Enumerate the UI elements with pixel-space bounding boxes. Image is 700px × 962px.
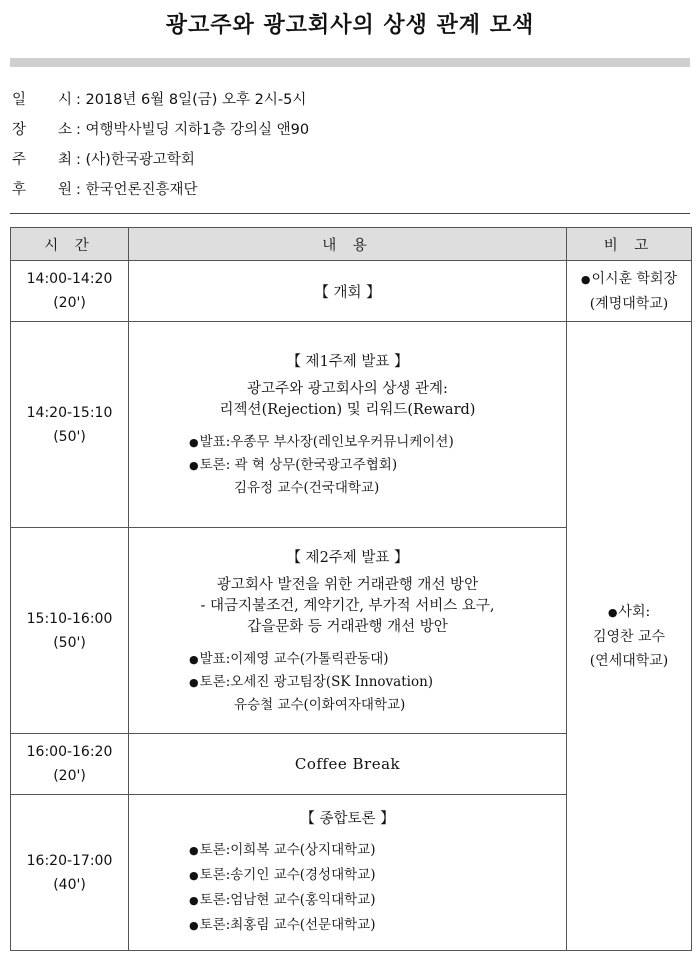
content-cell [129,795,567,951]
bullet-icon: ● [189,869,199,882]
note-cell [567,261,692,322]
info-value: : 여행박사빌딩 지하1층 강의실 앤90 [76,122,310,138]
note-line [567,267,691,292]
bullet-icon: ● [189,459,199,472]
page-title: 광고주와 광고회사의 상생 관계 모색 [165,13,535,38]
schedule-table [10,227,692,951]
header-content: 내 용 [129,228,567,261]
list-item [189,913,566,938]
list-item [189,671,566,694]
info-divider [10,213,690,214]
participant-list [129,431,566,499]
info-key: 원 [58,182,73,198]
participant-text: 발표:우종무 부사장(레인보우커뮤니케이션) [199,434,454,450]
time-duration: (20') [53,768,86,784]
list-item [189,454,566,477]
participant-text: 토론:송기인 교수(경성대학교) [199,867,376,883]
time-range: 14:00-14:20 [26,271,113,287]
participant-text: 토론: 곽 혁 상무(한국광고주협회) [199,457,398,473]
info-value: : 한국언론진흥재단 [76,182,198,198]
time-cell [11,261,129,322]
topic-line: 리젝션(Rejection) 및 리워드(Reward) [219,402,476,418]
time-cell [11,795,129,951]
note-text: 이시훈 학회장 [591,270,678,287]
bullet-icon: ● [189,919,199,932]
bullet-icon: ● [189,436,199,449]
participant-text: 김유정 교수(건국대학교) [234,480,380,496]
note-line [567,600,691,625]
list-item [189,648,566,671]
session-heading: 【 개회 】 [314,284,381,301]
header-notes: 비 고 [567,228,692,261]
time-cell [11,528,129,734]
time-range: 16:00-16:20 [26,744,113,760]
time-range: 16:20-17:00 [26,852,113,869]
participant-text: 발표:이제영 교수(가톨릭관동대) [199,650,389,667]
list-item [189,694,566,716]
list-item [189,431,566,454]
time-cell [11,322,129,528]
time-duration: (50') [53,428,86,445]
time-duration: (50') [53,634,86,651]
table-header-row [11,228,692,261]
participant-list [129,838,566,938]
time-range: 14:20-15:10 [26,404,113,421]
list-item [189,838,566,863]
content-cell [129,734,567,795]
session-heading: 【 제1주제 발표 】 [286,354,409,370]
info-key: 일 [12,92,27,108]
content-cell [129,261,567,322]
time-duration: (20') [53,295,86,311]
topic-line: 광고주와 광고회사의 상생 관계: [247,381,448,397]
participant-text: 토론:이희복 교수(상지대학교) [199,842,376,858]
topic-line: - 대금지불조건, 계약기간, 부가적 서비스 요구, [200,597,495,614]
list-item [189,888,566,913]
info-key: 주 [12,152,27,168]
note-line: 김영찬 교수 [592,628,666,645]
bullet-icon: ● [189,894,199,907]
content-cell [129,528,567,734]
time-cell [11,734,129,795]
note-line: (계명대학교) [589,295,669,312]
info-key: 장 [12,122,27,138]
info-key: 소 [58,122,73,138]
info-value: : 2018년 6월 8일(금) 오후 2시-5시 [76,92,307,108]
session-heading: 【 제2주제 발표 】 [286,549,409,566]
session-heading: 【 종합토론 】 [300,811,395,827]
participant-text: 토론:최홍림 교수(선문대학교) [199,917,376,933]
info-key: 최 [58,152,73,168]
participant-list [129,648,566,716]
note-text: 사회: [618,603,651,620]
table-row [11,322,692,528]
title-divider-bar [10,58,690,67]
session-heading: Coffee Break [294,755,401,773]
participant-text: 유승철 교수(이화여자대학교) [234,696,406,713]
list-item [189,477,566,499]
bullet-icon: ● [189,652,199,666]
topic-line: 광고회사 발전을 위한 거래관행 개선 방안 [216,576,479,593]
participant-text: 토론:엄남현 교수(홍익대학교) [199,892,376,908]
header-time: 시 간 [11,228,129,261]
time-duration: (40') [53,876,86,893]
note-line: (연세대학교) [589,652,669,669]
moderator-cell [567,322,692,951]
info-value: : (사)한국광고학회 [76,152,195,168]
participant-text: 토론:오세진 광고팀장(SK Innovation) [199,673,434,690]
bullet-icon: ● [189,675,199,689]
time-range: 15:10-16:00 [26,610,113,627]
bullet-icon: ● [607,605,618,619]
info-key: 후 [12,182,27,198]
content-cell [129,322,567,528]
info-key: 시 [58,92,73,108]
bullet-icon: ● [189,844,199,857]
table-row [11,261,692,322]
topic-line: 갑을문화 등 거래관행 개선 방안 [247,618,448,635]
list-item [189,863,566,888]
bullet-icon: ● [580,272,591,286]
